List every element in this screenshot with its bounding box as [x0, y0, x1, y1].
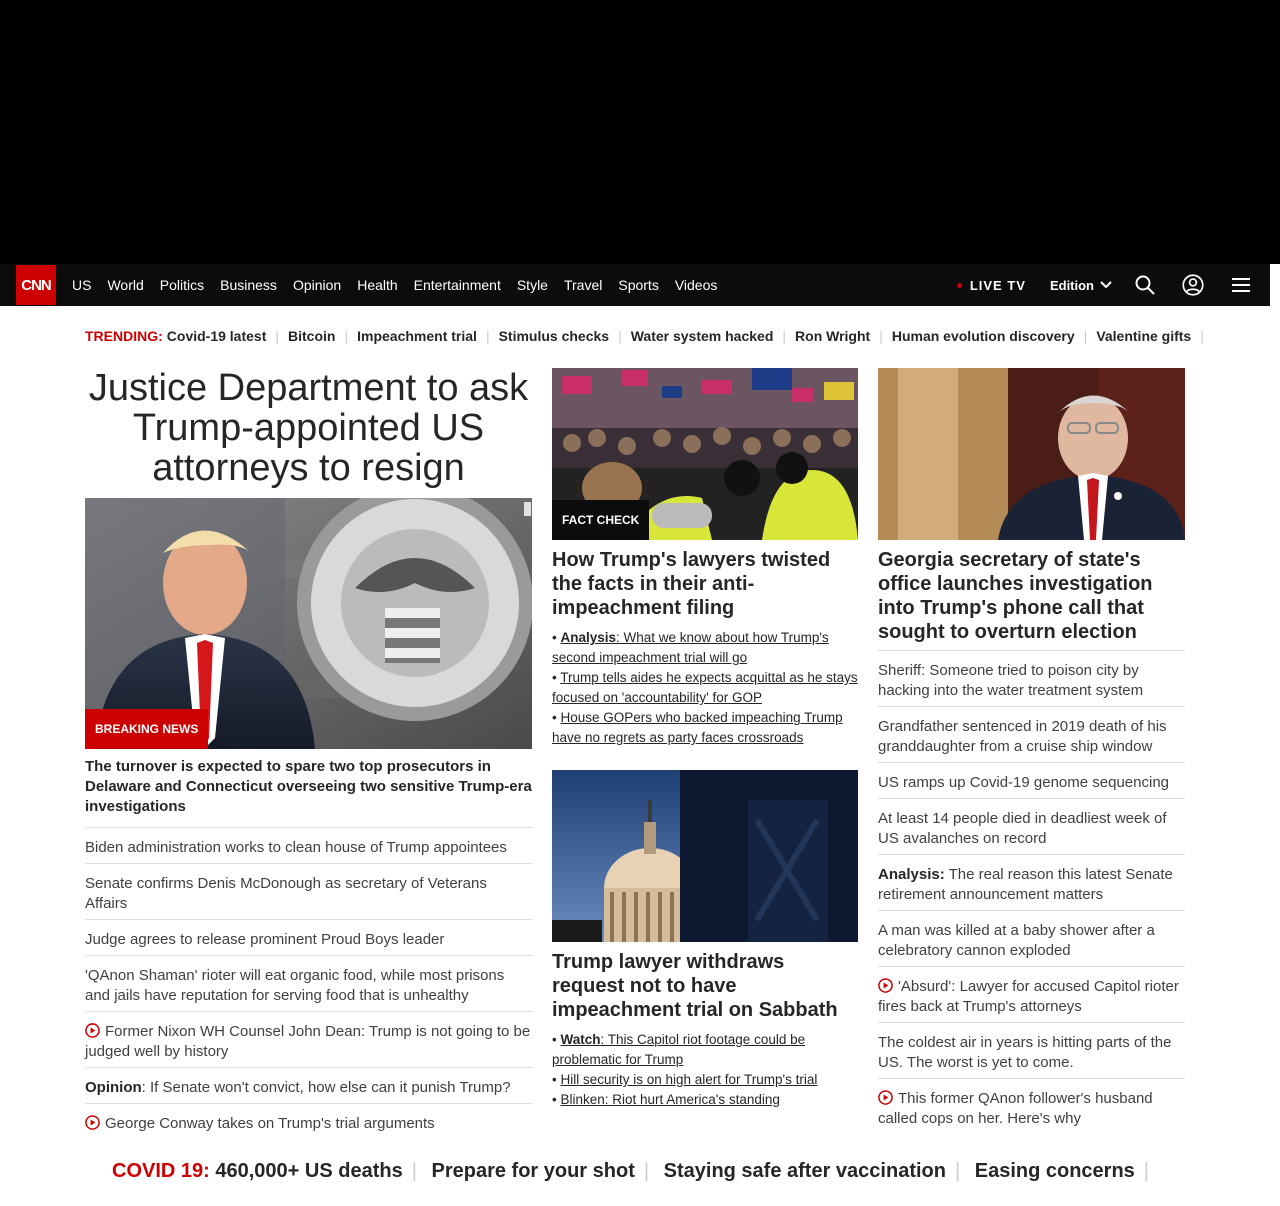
nav-link-business[interactable]: Business: [220, 277, 277, 293]
story-link[interactable]: [85, 920, 532, 956]
nav-link-videos[interactable]: Videos: [674, 277, 718, 293]
lead-headline[interactable]: Justice Department to ask Trump-appointed US attorneys to resign: [88, 367, 529, 489]
lead-story-list: [85, 828, 532, 1139]
trending-link[interactable]: Covid-19 latest: [166, 328, 267, 344]
story-text: Sheriff: Someone tried to poison city by hacking into the water treatment system: [878, 662, 1144, 699]
related-link-text: Trump tells aides he expects acquittal as he stays focused on 'accountability' for GOP: [552, 670, 858, 705]
play-video-icon: [85, 1115, 100, 1130]
lead-image[interactable]: [85, 498, 532, 749]
live-tv-label: LIVE TV: [969, 277, 1026, 293]
chevron-down-icon: [1100, 281, 1112, 289]
official-photo: [878, 368, 1185, 540]
story-link[interactable]: [878, 799, 1185, 855]
right-story-list: [878, 651, 1185, 1134]
story-link[interactable]: [85, 956, 532, 1012]
trending-divider: |: [485, 328, 490, 344]
nav-link-travel[interactable]: Travel: [563, 277, 603, 293]
nav-link-entertainment[interactable]: Entertainment: [413, 277, 501, 293]
menu-icon[interactable]: [1230, 274, 1252, 296]
story-text: 'Absurd': Lawyer for accused Capitol rioter fires back at Trump's attorneys: [878, 978, 1179, 1015]
related-link-text: Hill security is on high alert for Trump's trial: [560, 1072, 818, 1087]
trending-divider: |: [618, 328, 622, 344]
trending-link[interactable]: Water system hacked: [630, 328, 774, 344]
trending-label: TRENDING:: [85, 328, 163, 344]
georgia-official-image[interactable]: [878, 368, 1185, 540]
story-text: Senate confirms Denis McDonough as secretary of Veterans Affairs: [85, 875, 487, 912]
covid-divider: |: [643, 1160, 650, 1182]
capitol-photo: [552, 770, 858, 942]
related-link-text: Blinken: Riot hurt America's standing: [560, 1092, 780, 1107]
play-video-icon: [85, 1023, 100, 1038]
trending-divider: |: [275, 328, 280, 344]
trending-link[interactable]: Ron Wright: [795, 328, 871, 344]
video-story-link[interactable]: [878, 967, 1185, 1023]
story-prefix: Opinion: [85, 1079, 142, 1096]
nav-links: [64, 277, 725, 293]
related-link[interactable]: • Watch: This Capitol riot footage could be problematic for Trump: [552, 1032, 806, 1067]
related-link-text: House GOPers who backed impeaching Trump have no regrets as party faces crossroads: [552, 710, 843, 745]
video-story-link[interactable]: [878, 1079, 1185, 1134]
covid-link[interactable]: Staying safe after vaccination: [663, 1160, 946, 1182]
nav-right-controls: [957, 264, 1270, 306]
story-link[interactable]: [85, 1068, 532, 1104]
story-text: US ramps up Covid-19 genome sequencing: [878, 774, 1169, 791]
story-prefix: Analysis:: [878, 866, 945, 883]
story-link[interactable]: [878, 651, 1185, 707]
story-link[interactable]: [85, 864, 532, 920]
capitol-dome-image[interactable]: [552, 770, 858, 942]
card-headline[interactable]: How Trump's lawyers twisted the facts in their anti-impeachment filing: [552, 549, 831, 619]
story-link[interactable]: [85, 828, 532, 864]
trending-divider: |: [1083, 328, 1088, 344]
play-video-icon: [878, 1090, 893, 1105]
trending-bar: [85, 328, 1204, 344]
card-headline[interactable]: Trump lawyer withdraws request not to have impeachment trial on Sabbath: [552, 951, 838, 1021]
covid-bar: [0, 1160, 1270, 1183]
covid-link[interactable]: Prepare for your shot: [431, 1160, 635, 1182]
live-tv-link[interactable]: [957, 278, 1026, 293]
story-text: This former QAnon follower's husband called cops on her. Here's why: [878, 1090, 1153, 1127]
trending-link[interactable]: Bitcoin: [288, 328, 336, 344]
related-link-prefix: Analysis: [560, 630, 617, 645]
ad-area: [0, 0, 1280, 264]
video-story-link[interactable]: [85, 1012, 532, 1068]
play-video-icon: [878, 978, 893, 993]
trending-divider: |: [1200, 328, 1204, 344]
edition-dropdown[interactable]: [1050, 278, 1112, 293]
related-link-text: : What we know about how Trump's second impeachment trial will go: [552, 630, 829, 665]
card-headline[interactable]: Georgia secretary of state's office launches investigation into Trump's phone call that sought to overturn election: [878, 548, 1185, 651]
right-column: [878, 368, 1185, 1134]
user-account-icon[interactable]: [1182, 274, 1204, 296]
cnn-logo[interactable]: CNN: [16, 265, 56, 305]
story-text: The coldest air in years is hitting parts of the US. The worst is yet to come.: [878, 1034, 1172, 1071]
nav-link-opinion[interactable]: Opinion: [292, 277, 342, 293]
trending-link[interactable]: Stimulus checks: [498, 328, 610, 344]
story-text: 'QAnon Shaman' rioter will eat organic food, while most prisons and jails have reputation for serving food that is unhealthy: [85, 967, 505, 1004]
related-link[interactable]: • Blinken: Riot hurt America's standing: [552, 1092, 780, 1107]
story-text: Biden administration works to clean house of Trump appointees: [85, 839, 507, 856]
story-link[interactable]: [878, 911, 1185, 967]
related-link[interactable]: • Analysis: What we know about how Trump's second impeachment trial will go: [552, 630, 829, 665]
story-text: Judge agrees to release prominent Proud Boys leader: [85, 931, 445, 948]
top-nav: [0, 264, 1270, 306]
related-link[interactable]: • Trump tells aides he expects acquittal as he stays focused on 'accountability' for GOP: [552, 670, 858, 705]
story-link[interactable]: [878, 1023, 1185, 1079]
trending-link[interactable]: Human evolution discovery: [891, 328, 1075, 344]
covid-divider: |: [1143, 1160, 1149, 1182]
middle-column: [552, 368, 858, 1110]
breaking-news-badge: BREAKING NEWS: [85, 709, 208, 749]
edition-label: Edition: [1049, 277, 1094, 293]
story-text: George Conway takes on Trump's trial arguments: [105, 1115, 435, 1132]
trending-divider: |: [344, 328, 349, 344]
related-links: [552, 628, 858, 748]
nav-link-health[interactable]: Health: [357, 277, 398, 293]
story-link[interactable]: [878, 707, 1185, 763]
search-icon[interactable]: [1134, 274, 1156, 296]
story-text: The real reason this latest Senate retirement announcement matters: [878, 866, 1173, 903]
covid-divider: |: [411, 1160, 417, 1182]
fact-check-card: [552, 368, 858, 748]
related-link[interactable]: • Hill security is on high alert for Trump's trial: [552, 1072, 818, 1087]
story-link[interactable]: [878, 855, 1185, 911]
trending-divider: |: [879, 328, 883, 344]
nav-link-style[interactable]: Style: [516, 277, 548, 293]
lead-subheadline[interactable]: The turnover is expected to spare two top prosecutors in Delaware and Connecticut overseeing two sensitive Trump-era investigations: [85, 757, 532, 828]
sabbath-card: [552, 770, 858, 1110]
story-text: Grandfather sentenced in 2019 death of his granddaughter from a cruise ship window: [878, 718, 1167, 755]
lead-column: [85, 368, 532, 1139]
related-link-text: : This Capitol riot footage could be problematic for Trump: [552, 1032, 806, 1067]
fact-check-badge: FACT CHECK: [552, 500, 649, 540]
nav-link-politics[interactable]: Politics: [159, 277, 205, 293]
story-link[interactable]: [878, 763, 1185, 799]
nav-link-world[interactable]: World: [107, 277, 144, 293]
story-text: : If Senate won't convict, how else can it punish Trump?: [141, 1079, 511, 1096]
nav-link-us[interactable]: US: [72, 277, 92, 293]
story-text: Former Nixon WH Counsel John Dean: Trump is not going to be judged well by history: [85, 1023, 531, 1060]
covid-divider: |: [954, 1160, 961, 1182]
related-links: [552, 1030, 858, 1110]
covid-label: COVID 19:: [112, 1160, 210, 1182]
story-text: A man was killed at a baby shower after a celebratory cannon exploded: [878, 922, 1155, 959]
story-text: At least 14 people died in deadliest week of US avalanches on record: [878, 810, 1167, 847]
live-dot-icon: [957, 283, 962, 288]
covid-link[interactable]: Easing concerns: [974, 1160, 1135, 1182]
trending-divider: |: [782, 328, 787, 344]
related-link[interactable]: • House GOPers who backed impeaching Trump have no regrets as party faces crossroads: [552, 710, 843, 745]
nav-link-sports[interactable]: Sports: [618, 277, 659, 293]
video-story-link[interactable]: [85, 1104, 532, 1139]
trending-link[interactable]: Impeachment trial: [357, 328, 477, 344]
trending-link[interactable]: Valentine gifts: [1096, 328, 1192, 344]
capitol-riot-image[interactable]: [552, 368, 858, 540]
related-link-prefix: Watch: [560, 1032, 601, 1047]
covid-link[interactable]: 460,000+ US deaths: [215, 1160, 403, 1182]
